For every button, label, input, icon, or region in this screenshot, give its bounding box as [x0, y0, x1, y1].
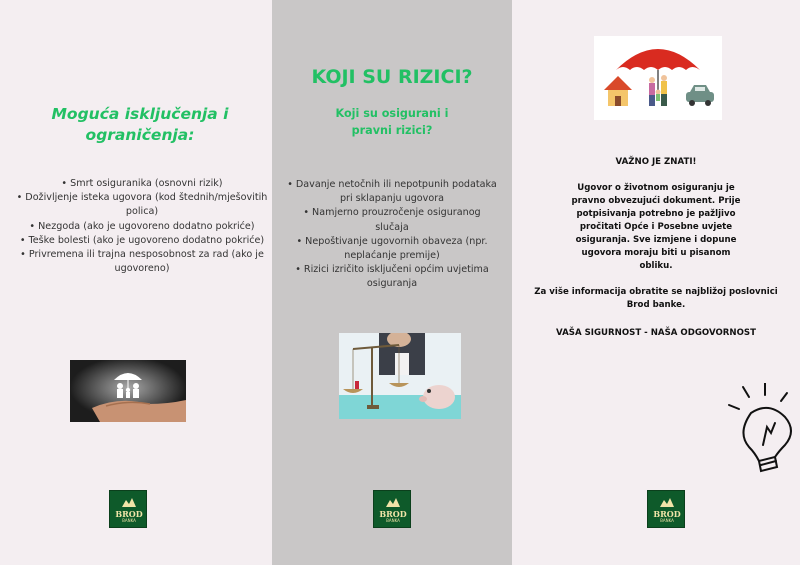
lightbulb-icon: [725, 383, 800, 478]
list-item: • Teške bolesti (ako je ugovoreno dodatno pokriće): [19, 234, 265, 246]
exclusions-list: [12, 177, 272, 276]
left-panel: [0, 0, 272, 565]
umbrella-family-illustration: [594, 36, 722, 120]
middle-panel: [272, 0, 512, 565]
contact-text: Za više informacija obratite se najbližoj poslovnici Brod banke.: [534, 287, 778, 310]
right-panel: [512, 0, 800, 565]
important-heading: VAŽNO JE ZNATI!: [615, 157, 697, 167]
list-item: • Smrt osiguranika (osnovni rizik): [61, 178, 223, 189]
scales-piggybank-photo: [339, 333, 461, 419]
list-item: • Privremena ili trajna nesposobnost za rad (ako je ugovoreno): [20, 249, 264, 275]
risks-list: [286, 178, 498, 292]
brod-bank-logo: BROD BANKA: [373, 490, 411, 528]
list-item: • Nezgoda (ako je ugovoreno dodatno pokriće): [29, 220, 255, 232]
list-item: • Doživljenje isteka ugovora (kod štednih/mješovitih polica): [16, 192, 268, 218]
list-item: • Davanje netočnih ili nepotpunih podataka pri sklapanju ugovora: [287, 179, 497, 205]
brod-bank-logo: BROD BANKA: [647, 490, 685, 528]
important-body: Ugovor o životnom osiguranju je pravno obvezujući dokument. Prije potpisivanja potrebno je pažljivo pročitati Opće i Posebne uvjete osiguranja. Sve izmjene i dopune ugovora moraju biti u pisanom obliku.: [571, 183, 741, 271]
brod-bank-logo: BROD BANKA: [109, 490, 147, 528]
list-item: • Nepoštivanje ugovornih obaveza (npr. neplaćanje premije): [296, 235, 488, 262]
middle-subtitle: Koji su osigurani i pravni rizici?: [335, 107, 449, 137]
list-item: • Rizici izričito isključeni općim uvjetima osiguranja: [295, 264, 489, 290]
left-heading: Moguća isključenja i ograničenja:: [51, 105, 229, 144]
slogan: VAŠA SIGURNOST - NAŠA ODGOVORNOST: [556, 328, 756, 338]
list-item: • Namjerno prouzročenje osiguranog slučaja: [303, 207, 481, 233]
middle-title: KOJI SU RIZICI?: [311, 66, 473, 88]
family-protection-photo: [70, 360, 186, 422]
